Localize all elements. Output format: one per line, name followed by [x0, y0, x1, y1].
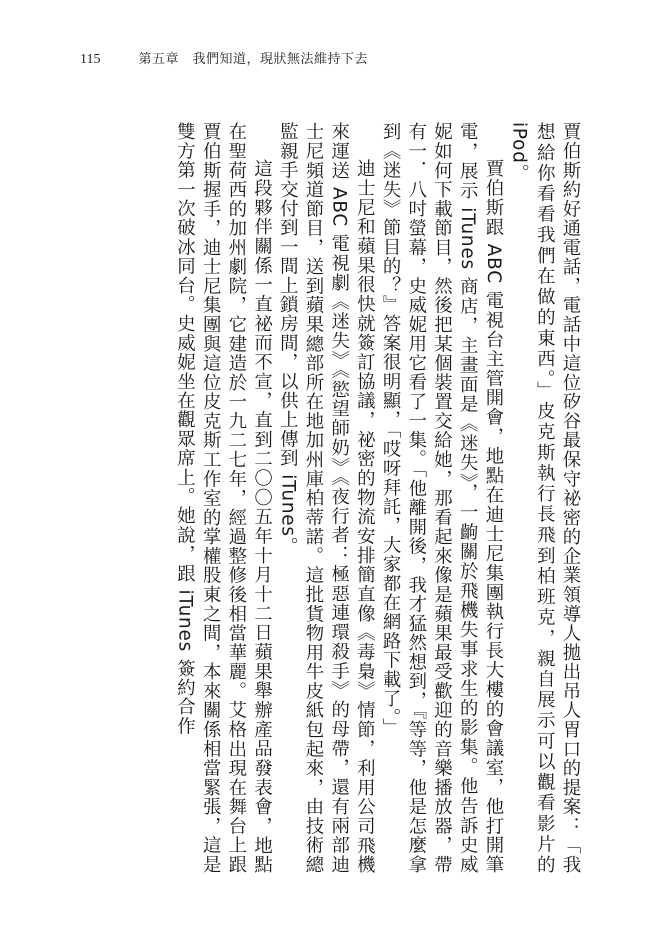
page-number: 115	[80, 52, 101, 67]
paragraph: 這段夥伴關係一直祕而不宣，直到二〇〇五年十月十二日蘋果舉辦產品發表會，地點在聖荷西的加州劇院，它建造於一九二七年，經過整修後相當華麗。艾格出現在舞台上跟賈伯斯握手，迪士尼集團與這位皮克斯工作室的掌權股東之間，本來關係相當緊張，這是雙方第一次破冰同台。史威妮坐在觀眾席上。她說，跟 iTunes 簽約合作	[174, 122, 273, 874]
vertical-body-text	[69, 122, 583, 874]
paragraph: 賈伯斯跟 ABC 電視台主管開會，地點在迪士尼集團執行長大樓的會議室，他打開筆電，展示 iTunes 商店，主畫面是《迷失》，一齣關於飛機失事求生的影集。他告訴史威妮如何下載節目，然後把某個裝置交給她，那看起來像是蘋果最受歡迎的音樂播放器，帶有一．八吋螢幕，史威妮用它看了一集。「他離開後，我才猛然想到，『等等，他是怎麼拿到《迷失》節目的？』答案很明顯，「哎呀拜託，大家都在網路下載了。」	[380, 122, 504, 874]
running-header	[80, 48, 603, 68]
paragraph: 迪士尼和蘋果很快就簽訂協議，祕密的物流安排簡直像《毒梟》情節，利用公司飛機來運送 ABC 電視劇《迷失》《慾望師奶》《夜行者：極惡連環殺手》的母帶，還有兩部迪士尼頻道節目，送到蘋果總部所在地加州庫柏蒂諾。這批貨物用牛皮紙包起來，由技術總監親手交付到一間上鎖房間，以供上傳到 iTunes。	[277, 122, 376, 874]
chapter-title: 第五章 我們知道，現狀無法維持下去	[138, 52, 368, 67]
paragraph: 賈伯斯約好通電話，電話中這位矽谷最保守祕密的企業領導人拋出吊人胃口的提案：「我想給你看看我們在做的東西。」皮克斯執行長飛到柏班克，親自展示可以觀看影片的 iPod。	[508, 122, 581, 874]
